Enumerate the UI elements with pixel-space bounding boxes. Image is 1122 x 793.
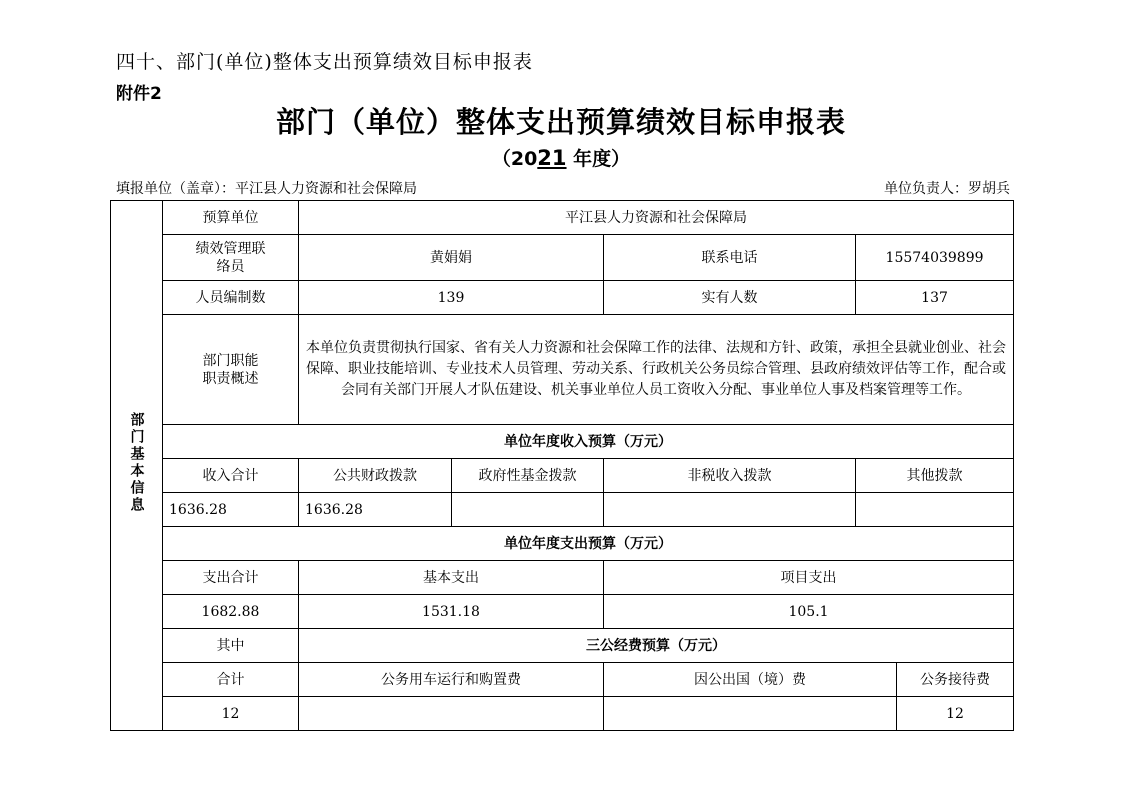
budget-unit-label: 预算单位 (163, 201, 299, 235)
three-public-value: 12 (163, 697, 299, 731)
table-row (111, 527, 1014, 561)
filler-unit: 填报单位（盖章）：平江县人力资源和社会保障局 (116, 181, 417, 197)
side-label-cell (111, 201, 163, 731)
phone-label: 联系电话 (604, 235, 856, 281)
income-header: 政府性基金拨款 (452, 459, 604, 493)
income-value (856, 493, 1014, 527)
staff-quota-value: 139 (299, 281, 604, 315)
actual-staff-label: 实有人数 (604, 281, 856, 315)
unit-responsible: 单位负责人：罗胡兵 (884, 181, 1010, 197)
table-row (111, 235, 1014, 281)
contact-value: 黄娟娟 (299, 235, 604, 281)
income-value: 1636.28 (163, 493, 299, 527)
three-public-value (604, 697, 897, 731)
income-value (604, 493, 856, 527)
of-which-label: 其中 (163, 629, 299, 663)
duty-description: 本单位负责贯彻执行国家、省有关人力资源和社会保障工作的法律、法规和方针、政策，承担全县就业创业、社会保障、职业技能培训、专业技术人员管理、劳动关系、行政机关公务员综合管理、县政府绩效评估等工作，配合或会同有关部门开展人才队伍建设、机关事业单位人员工资收入分配、事业单位人事及档案管理等工作。 (299, 315, 1014, 425)
three-public-section-title: 三公经费预算（万元） (299, 629, 1014, 663)
year-close: 年度） (566, 148, 631, 170)
table-row (111, 425, 1014, 459)
page-title: 部门（单位）整体支出预算绩效目标申报表 (275, 105, 846, 139)
expense-value: 1682.88 (163, 595, 299, 629)
expense-header: 支出合计 (163, 561, 299, 595)
table-row (111, 697, 1014, 731)
phone-value: 15574039899 (856, 235, 1014, 281)
table-row (111, 459, 1014, 493)
table-row (111, 315, 1014, 425)
income-header: 其他拨款 (856, 459, 1014, 493)
side-label: 部门基本信息 (128, 412, 145, 514)
three-public-header: 因公出国（境）费 (604, 663, 897, 697)
table-row (111, 595, 1014, 629)
expense-header: 基本支出 (299, 561, 604, 595)
year-suffix: 21 (537, 146, 567, 170)
table-row (111, 561, 1014, 595)
three-public-value: 12 (897, 697, 1014, 731)
income-section-title: 单位年度收入预算（万元） (163, 425, 1014, 459)
three-public-value (299, 697, 604, 731)
expense-value: 1531.18 (299, 595, 604, 629)
table-row (111, 663, 1014, 697)
income-header: 公共财政拨款 (299, 459, 452, 493)
table-row (111, 493, 1014, 527)
duty-label: 部门职能职责概述 (163, 315, 299, 425)
three-public-header: 合计 (163, 663, 299, 697)
attachment-label: 附件2 (116, 84, 162, 104)
contact-label: 绩效管理联络员 (163, 235, 299, 281)
expense-section-title: 单位年度支出预算（万元） (163, 527, 1014, 561)
table-row (111, 281, 1014, 315)
three-public-header: 公务接待费 (897, 663, 1014, 697)
three-public-header: 公务用车运行和购置费 (299, 663, 604, 697)
budget-form-table (110, 200, 1014, 731)
section-heading: 四十、部门(单位)整体支出预算绩效目标申报表 (116, 51, 533, 73)
fiscal-year (0, 144, 1122, 171)
income-header: 收入合计 (163, 459, 299, 493)
table-row (111, 201, 1014, 235)
staff-quota-label: 人员编制数 (163, 281, 299, 315)
expense-header: 项目支出 (604, 561, 1014, 595)
table-row (111, 629, 1014, 663)
year-prefix: （20 (491, 148, 538, 170)
income-value: 1636.28 (299, 493, 452, 527)
income-value (452, 493, 604, 527)
budget-unit-value: 平江县人力资源和社会保障局 (299, 201, 1014, 235)
income-header: 非税收入拨款 (604, 459, 856, 493)
actual-staff-value: 137 (856, 281, 1014, 315)
expense-value: 105.1 (604, 595, 1014, 629)
